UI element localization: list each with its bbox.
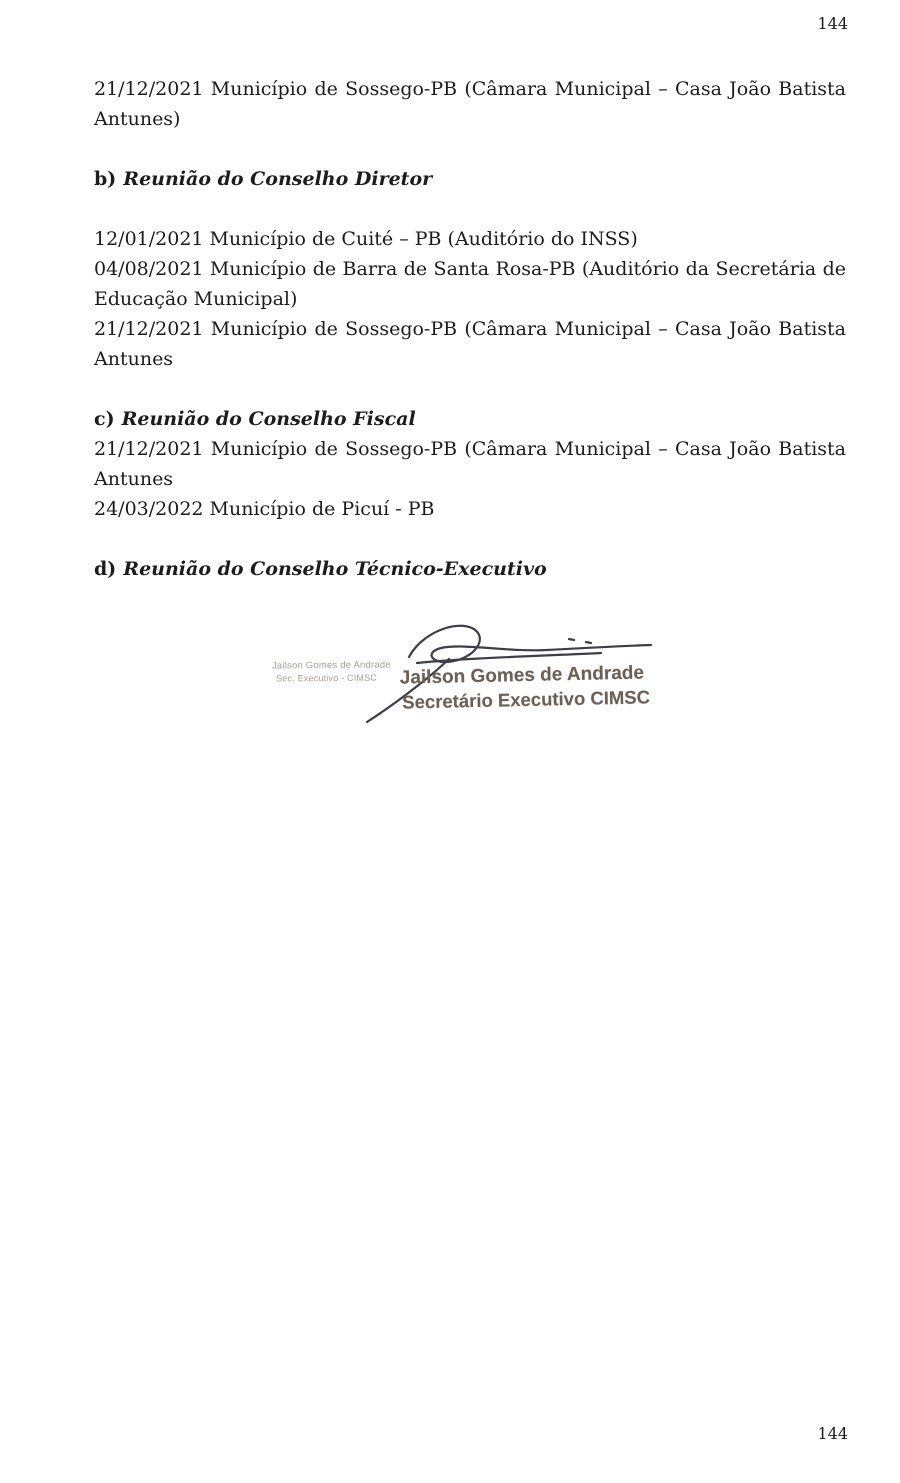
printed-signature-role: Secretário Executivo CIMSC	[402, 686, 651, 713]
printed-signature	[400, 661, 651, 714]
spacer	[94, 374, 846, 404]
section-heading-d	[94, 554, 846, 584]
event-line: 04/08/2021 Município de Barra de Santa Rosa-PB (Auditório da Secretária de Educação Municipal)	[94, 258, 846, 310]
document-content	[94, 74, 846, 762]
page-number-top: 144	[817, 14, 848, 33]
section-title: Reunião do Conselho Técnico-Executivo	[123, 558, 547, 580]
spacer	[94, 524, 846, 554]
event-line: 24/03/2022 Município de Picuí - PB	[94, 498, 435, 520]
signature-block	[94, 612, 846, 762]
section-title: Reunião do Conselho Fiscal	[121, 408, 416, 430]
page-number-bottom: 144	[817, 1424, 848, 1443]
stamp-name: Jailson Gomes de Andrade	[271, 659, 391, 672]
event-line: 12/01/2021 Município de Cuité – PB (Auditório do INSS)	[94, 228, 638, 250]
event-line: 21/12/2021 Município de Sossego-PB (Câmara Municipal – Casa João Batista Antunes	[94, 438, 846, 490]
printed-signature-name: Jailson Gomes de Andrade	[399, 662, 645, 689]
intro-paragraph: 21/12/2021 Município de Sossego-PB (Câmara Municipal – Casa João Batista Antunes)	[94, 78, 846, 130]
section-title: Reunião do Conselho Diretor	[123, 168, 433, 190]
section-heading-c	[94, 404, 846, 434]
section-label: b)	[94, 168, 117, 190]
section-heading-b	[94, 164, 846, 194]
event-line: 21/12/2021 Município de Sossego-PB (Câmara Municipal – Casa João Batista Antunes	[94, 318, 846, 370]
section-label: d)	[94, 558, 117, 580]
spacer	[94, 134, 846, 164]
spacer	[94, 194, 846, 224]
section-label: c)	[94, 408, 115, 430]
stamp-role: Sec. Executivo - CIMSC	[276, 672, 378, 684]
